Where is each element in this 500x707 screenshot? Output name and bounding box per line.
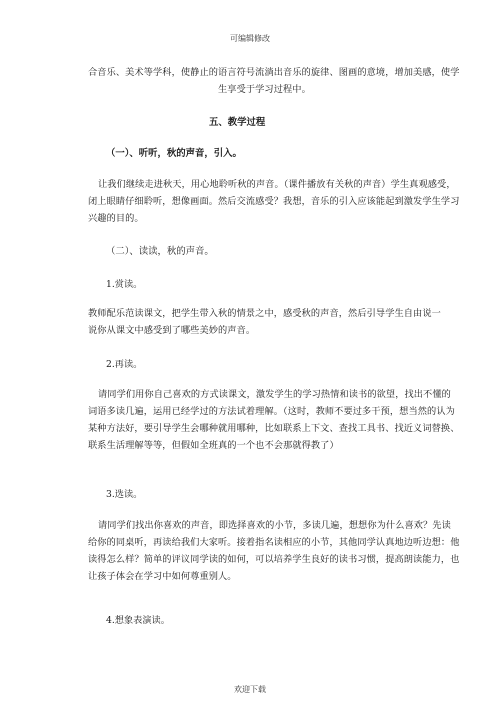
step3-line: 给你的同桌听，再读给我们大家听。接着指名读相应的小节，其他同学认真地边听边想：他 <box>88 537 460 548</box>
step2-line: 词语多读几遍，运用已经学过的方法试着理解。（这时，教师不要过多干预，想当然的认为 <box>88 406 455 417</box>
step3-title: 3.选读。 <box>106 489 143 500</box>
step3-paragraph <box>88 517 460 585</box>
intro-line: 合音乐、美术等学科，使静止的语言符号流淌出音乐的旋律、图画的意境，增加美感，使学 <box>88 67 460 78</box>
page-footer: 欢迎下载 <box>234 685 266 694</box>
step1-paragraph <box>88 305 441 339</box>
part1-line: 兴趣的目的。 <box>88 213 144 224</box>
step1-title: 1.赏读。 <box>106 279 143 290</box>
step2-title: 2.再读。 <box>106 359 143 370</box>
step2-line: 某种方法好，要引导学生会哪种就用哪种，比如联系上下文、查找工具书、找近义词替换、 <box>88 423 460 434</box>
step4-title: 4.想象表演读。 <box>106 615 170 626</box>
step3-line: 让孩子体会在学习中如何尊重别人。 <box>88 571 237 582</box>
intro-line: 生享受于学习过程中。 <box>218 84 311 95</box>
part1-heading: （一）、听听，秋的声音，引入。 <box>106 148 242 159</box>
part1-line: 闭上眼睛仔细聆听，想像画面。然后交流感受？我想，音乐的引入应该能起到激发学生学习 <box>88 196 460 207</box>
step3-line: 请同学们找出你喜欢的声音，即选择喜欢的小节，多读几遍，想想你为什么喜欢？先读 <box>98 520 451 531</box>
part1-line: 让我们继续走进秋天，用心地聆听秋的声音。（课件播放有关秋的声音）学生真观感受， <box>98 179 456 190</box>
step2-line: 联系生活理解等等，但假如全班真的一个也不会那就得教了） <box>88 440 339 451</box>
step1-line: 教师配乐范读课文，把学生带入秋的情景之中，感受秋的声音，然后引导学生自由说一 <box>88 308 441 319</box>
step2-paragraph <box>88 386 460 454</box>
step3-line: 读得怎么样？简单的评议同学读的如何，可以培养学生良好的读书习惯，提高朗读能力，也 <box>88 554 460 565</box>
section-heading: 五、教学过程 <box>209 117 266 128</box>
step1-line: 说你从课文中感受到了哪些美妙的声音。 <box>88 325 256 336</box>
step2-line: 请同学们用你自己喜欢的方式读课文，激发学生的学习热情和读书的欲望，找出不懂的 <box>98 389 451 400</box>
page-header: 可编辑修改 <box>230 34 270 43</box>
part2-heading: （二）、读读，秋的声音。 <box>106 246 214 257</box>
intro-paragraph <box>88 64 460 98</box>
part1-paragraph <box>88 176 460 227</box>
